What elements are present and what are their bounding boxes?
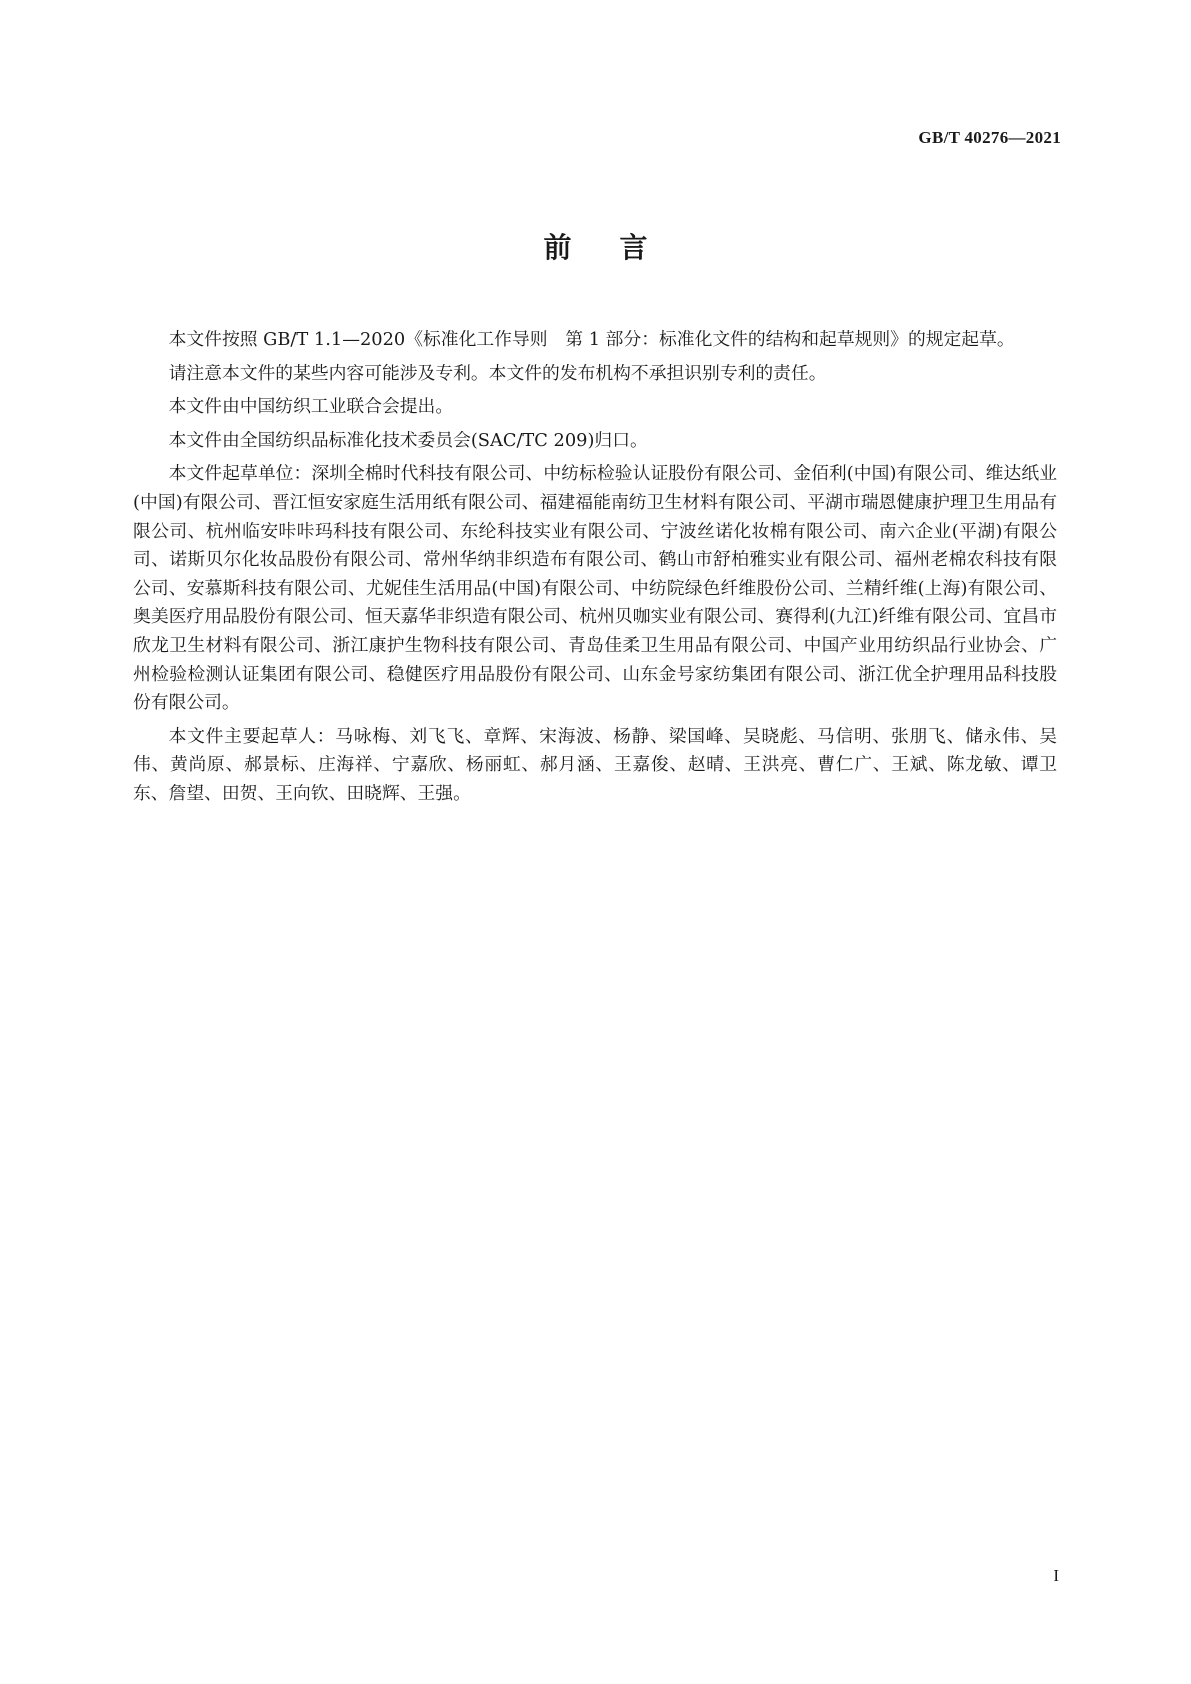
paragraph-main-drafters: 本文件主要起草人：马咏梅、刘飞飞、章辉、宋海波、杨静、梁国峰、吴晓彪、马信明、张朋飞、储永伟、吴伟、黄尚原、郝景标、庄海祥、宁嘉欣、杨丽虹、郝月涵、王嘉俊、赵晴、王洪亮、曹仁广、王斌、陈龙敏、谭卫东、詹望、田贺、王向钦、田晓辉、王强。 (133, 725, 1057, 804)
paragraph-drafting-rules: 本文件按照 GB/T 1.1—2020《标准化工作导则 第 1 部分：标准化文件的结构和起草规则》的规定起草。 (168, 329, 1015, 350)
paragraph-proposer: 本文件由中国纺织工业联合会提出。 (168, 396, 454, 418)
foreword-body (133, 326, 1057, 814)
page-number: I (1053, 1566, 1059, 1585)
page-title: 前言 (543, 231, 696, 264)
paragraph-drafting-organizations: 本文件起草单位：深圳全棉时代科技有限公司、中纺标检验认证股份有限公司、金佰利(中国)有限公司、维达纸业(中国)有限公司、晋江恒安家庭生活用纸有限公司、福建福能南纺卫生材料有限公司、平湖市瑞恩健康护理卫生用品有限公司、杭州临安咔咔玛科技有限公司、东纶科技实业有限公司、宁波丝诺化妆棉有限公司、南六企业(平湖)有限公司、诺斯贝尔化妆品股份有限公司、常州华纳非织造布有限公司、鹤山市舒柏雅实业有限公司、福州老棉农科技有限公司、安慕斯科技有限公司、尤妮佳生活用品(中国)有限公司、中纺院绿色纤维股份公司、兰精纤维(上海)有限公司、奥美医疗用品股份有限公司、恒天嘉华非织造有限公司、杭州贝咖实业有限公司、赛得利(九江)纤维有限公司、宜昌市欣龙卫生材料有限公司、浙江康护生物科技有限公司、青岛佳柔卫生用品有限公司、中国产业用纺织品行业协会、广州检验检测认证集团有限公司、稳健医疗用品股份有限公司、山东金号家纺集团有限公司、浙江优全护理用品科技股份有限公司。 (133, 463, 1058, 714)
paragraph-patent-notice: 请注意本文件的某些内容可能涉及专利。本文件的发布机构不承担识别专利的责任。 (168, 362, 827, 384)
standard-number: GB/T 40276—2021 (918, 128, 1061, 147)
paragraph-centralized-unit: 本文件由全国纺织品标准化技术委员会(SAC/TC 209)归口。 (168, 429, 648, 451)
